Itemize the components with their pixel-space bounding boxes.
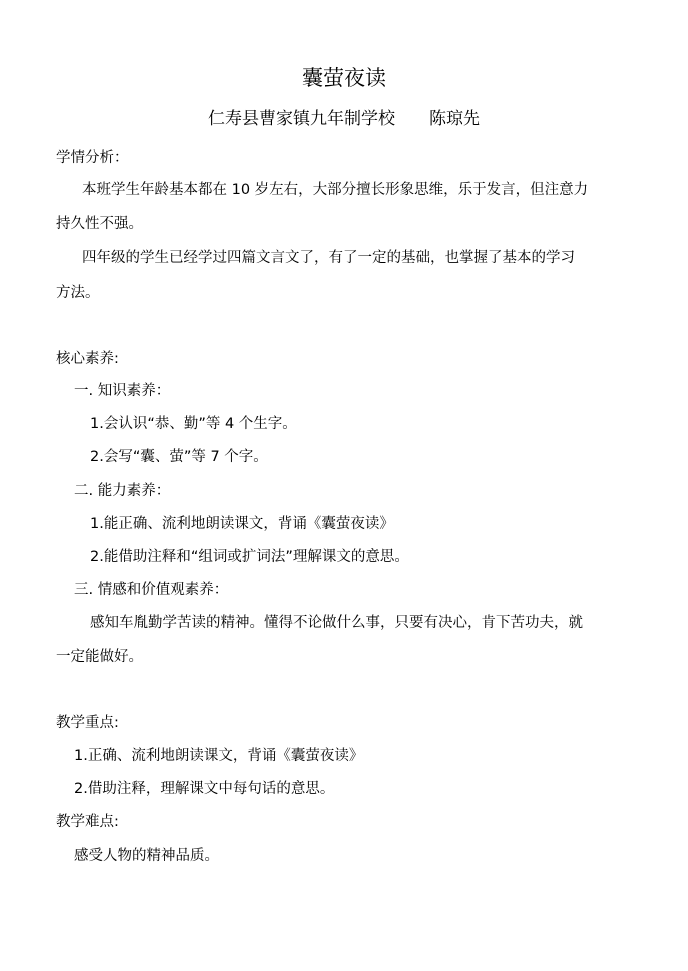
key-points-heading: 教学重点: [56,715,119,731]
ability-section-heading: 二. 能力素养： [74,483,171,499]
analysis-paragraph-1-line-1: 本班学生年龄基本都在 10 岁左右，大部分擅长形象思维，乐于发言，但注意力 [82,182,589,198]
document-byline [0,107,688,131]
ability-item-2: 2.能借助注释和“组词或扩词法”理解课文的意思。 [90,549,409,565]
literacy-heading: 核心素养: [56,351,119,367]
values-text-line-2: 一定能做好。 [56,649,143,665]
difficulties-heading: 教学难点: [56,814,119,830]
analysis-paragraph-1-line-2: 持久性不强。 [56,216,143,232]
analysis-paragraph-2-line-1: 四年级的学生已经学过四篇文言文了，有了一定的基础，也掌握了基本的学习 [82,250,575,266]
key-point-item-1: 1.正确、流利地朗读课文，背诵《囊萤夜读》 [74,748,364,764]
values-section-heading: 三. 情感和价值观素养： [74,582,229,598]
key-point-item-2: 2.借助注释，理解课文中每句话的意思。 [74,781,335,797]
knowledge-item-1: 1.会认识“恭、勤”等 4 个生字。 [90,416,297,432]
ability-item-1: 1.能正确、流利地朗读课文，背诵《囊萤夜读》 [90,516,394,532]
difficulty-item-1: 感受人物的精神品质。 [74,848,219,864]
author-name: 陈琼先 [429,109,480,129]
document-title: 囊萤夜读 [302,66,386,90]
knowledge-section-heading: 一. 知识素养： [74,383,171,399]
school-name: 仁寿县曹家镇九年制学校 [208,109,395,129]
values-text-line-1: 感知车胤勤学苦读的精神。懂得不论做什么事，只要有决心，肯下苦功夫，就 [90,615,583,631]
knowledge-item-2: 2.会写“囊、萤”等 7 个字。 [90,449,268,465]
analysis-heading: 学情分析： [56,150,129,166]
analysis-paragraph-2-line-2: 方法。 [56,285,100,301]
